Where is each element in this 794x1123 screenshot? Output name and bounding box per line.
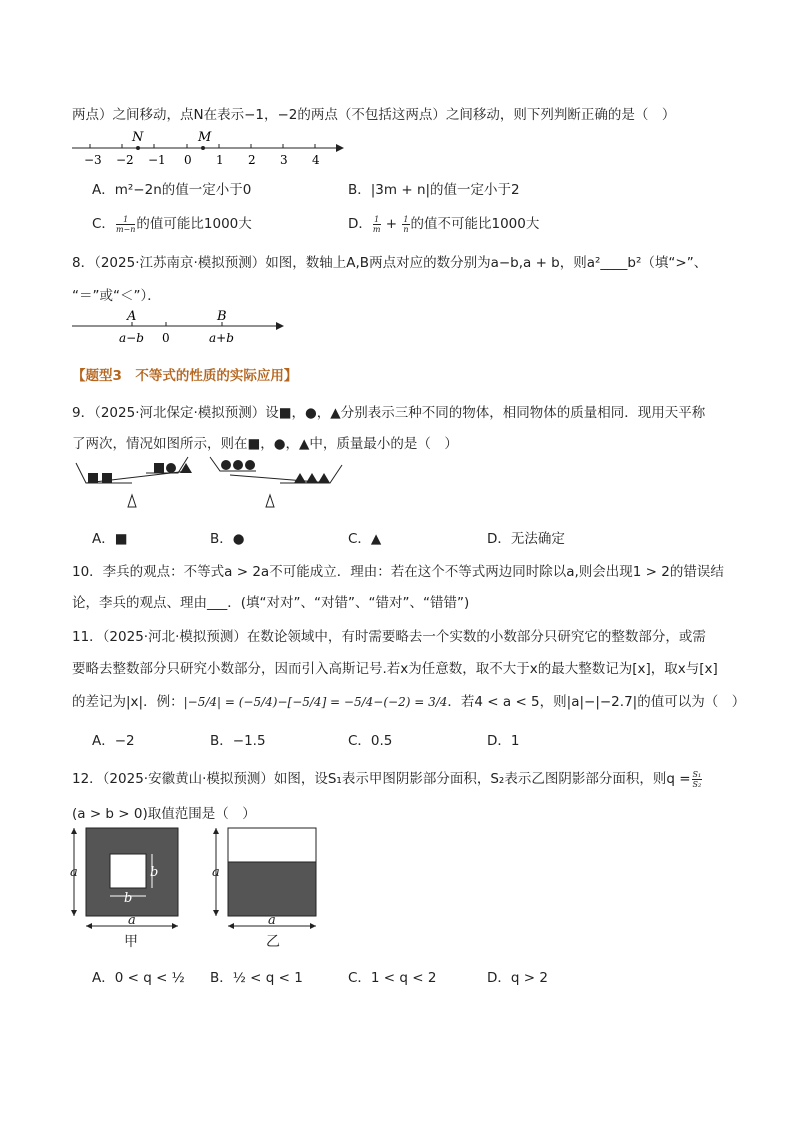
q7-label-n: N (132, 130, 144, 145)
q7-option-d-fraction-2: $\frac{1}{n}$ (403, 214, 409, 234)
jia-label-b-bottom: b (124, 891, 133, 906)
q7-point-m-dot (201, 146, 205, 150)
q7-option-c-text: 的值可能比1000大 (136, 216, 252, 232)
q7-tick-label: −1 (148, 153, 166, 167)
balance-2 (210, 457, 342, 507)
q8-line-2: “＝”或“＜”）． (72, 288, 161, 304)
q10-line-2: 论，李兵的观点、理由___．(填“对对”、“对错”、“错对”、“错错”) (72, 595, 470, 611)
q9-balance-figures (70, 455, 410, 515)
q12-option-c[interactable]: C．1 < q < 2 (348, 970, 437, 986)
q10-line-1: 10．李兵的观点：不等式a > 2a不可能成立．理由：若在这个不等式两边同时除以a,则会出现1 > 2的错误结 (72, 564, 724, 580)
q9-line-2: 了两次，情况如图所示，则在■，●，▲中，质量最小的是（ ） (72, 436, 458, 452)
q7-option-c-fraction: $\frac{1}{m-n}$ (115, 214, 136, 234)
q7-option-d-text: 的值不可能比1000大 (410, 216, 540, 232)
yi-shaded-region (228, 862, 316, 916)
q8-label-zero: 0 (162, 331, 170, 345)
q12-fraction: $\frac{\text{S₁}}{\text{S₂}}$ (692, 769, 702, 789)
q11-line-1: 11．（2025·河北·模拟预测）在数论领域中，有时需要略去一个实数的小数部分只研究它的整数部分，或需 (72, 629, 706, 645)
section-heading-3: 【题型3 不等式的性质的实际应用】 (72, 368, 298, 384)
q7-tick-label: −3 (84, 153, 102, 167)
q11-option-c[interactable]: C．0.5 (348, 733, 393, 749)
q11-option-b[interactable]: B．−1.5 (210, 733, 266, 749)
q7-option-a[interactable]: A．m²−2n的值一定小于0 (92, 182, 252, 198)
q9-option-b[interactable]: B．● (210, 531, 245, 547)
figure-yi (212, 828, 316, 950)
yi-caption: 乙 (266, 934, 280, 950)
q12-option-a[interactable]: A．0 < q < ½ (92, 970, 185, 986)
q8-label-b: B (217, 309, 227, 324)
jia-label-a-side: a (70, 865, 78, 880)
square-icon (154, 463, 164, 473)
q7-option-d-letter: D． (348, 216, 372, 232)
q7-label-m: M (198, 130, 212, 145)
square-icon (102, 473, 112, 483)
q9-line-1: 9．（2025·河北保定·模拟预测）设■，●，▲分别表示三种不同的物体，相同物体的质量相同．现用天平称 (72, 405, 706, 421)
q11-option-d[interactable]: D．1 (487, 733, 520, 749)
circle-icon (233, 460, 243, 470)
triangle-icon (294, 473, 306, 483)
yi-label-a-bottom: a (268, 913, 276, 928)
q8-line-1: 8．（2025·江苏南京·模拟预测）如图，数轴上A,B两点对应的数分别为a−b,a + b，则a²____b²（填“>”、 (72, 255, 708, 271)
q7-option-c[interactable] (92, 212, 252, 234)
triangle-icon (180, 463, 192, 473)
q7-point-n-dot (136, 146, 140, 150)
q8-label-a-minus-b: a−b (119, 331, 144, 345)
q12-line-1 (72, 767, 703, 789)
q7-option-d[interactable]: D． $\frac{1}{m}$ + $\frac{1}{n}$ 的值不可能比1000大 (348, 214, 540, 234)
q8-label-a-plus-b: a+b (209, 331, 234, 345)
q11-example-formula: |−5/4| = (−5/4)−[−5/4] = −5/4−(−2) = 3/4 (183, 695, 448, 709)
q12-stem: 12．（2025·安徽黄山·模拟预测）如图，设S₁表示甲图阴影部分面积，S₂表示乙图阴影部分面积，则q = (72, 771, 691, 787)
jia-label-b-side: b (150, 865, 159, 880)
q7-option-c-letter: C． (92, 216, 115, 232)
q7-axis-arrow (336, 144, 344, 152)
q7-number-line (70, 128, 350, 168)
q9-option-a[interactable]: A．■ (92, 531, 128, 547)
triangle-icon (318, 473, 330, 483)
square-icon (88, 473, 98, 483)
q7-tick-label: −2 (116, 153, 134, 167)
jia-inner-square (110, 854, 146, 888)
q12-option-d[interactable]: D．q > 2 (487, 970, 548, 986)
q7-stem-tail: 两点）之间移动，点N在表示−1，−2的两点（不包括这两点）之间移动，则下列判断正确的是（ ） (72, 107, 676, 123)
q7-option-d-fraction-1: $\frac{1}{m}$ (372, 214, 381, 234)
q11-question-text: ．若4 < a < 5，则|a|−|−2.7|的值可以为（ ） (447, 694, 746, 710)
q7-option-b[interactable]: B．|3m + n|的值一定小于2 (348, 182, 520, 198)
q9-option-c[interactable]: C．▲ (348, 531, 382, 547)
jia-caption: 甲 (124, 934, 138, 950)
q12-option-b[interactable]: B．½ < q < 1 (210, 970, 303, 986)
q7-tick-label: 3 (280, 153, 288, 167)
q7-tick-label: 1 (216, 153, 224, 167)
circle-icon (245, 460, 255, 470)
q11-line-2: 要略去整数部分只研究小数部分，因而引入高斯记号.若x为任意数，取不大于x的最大整数记为[x]，取x与[x] (72, 661, 718, 677)
fulcrum-icon (266, 495, 274, 507)
q11-line-3 (72, 690, 745, 710)
q11-example-label: 的差记为|x|．例： (72, 694, 184, 710)
q8-axis-arrow (276, 322, 284, 330)
jia-label-a-bottom: a (128, 913, 136, 928)
q8-label-a: A (127, 309, 137, 324)
triangle-icon (306, 473, 318, 483)
q9-option-d[interactable]: D．无法确定 (487, 531, 565, 547)
q7-tick-label: 0 (184, 153, 192, 167)
q12-line-2: (a > b > 0)取值范围是（ ） (72, 806, 256, 822)
q7-tick-label: 2 (248, 153, 256, 167)
fulcrum-icon (128, 495, 136, 507)
circle-icon (221, 460, 231, 470)
q11-option-a[interactable]: A．−2 (92, 733, 135, 749)
q8-number-line (70, 306, 290, 348)
q7-tick-label: 4 (312, 153, 320, 167)
circle-icon (166, 463, 176, 473)
figure-jia (70, 828, 178, 950)
q12-figures (66, 826, 356, 956)
balance-1 (76, 457, 192, 507)
yi-label-a-side: a (212, 865, 220, 880)
